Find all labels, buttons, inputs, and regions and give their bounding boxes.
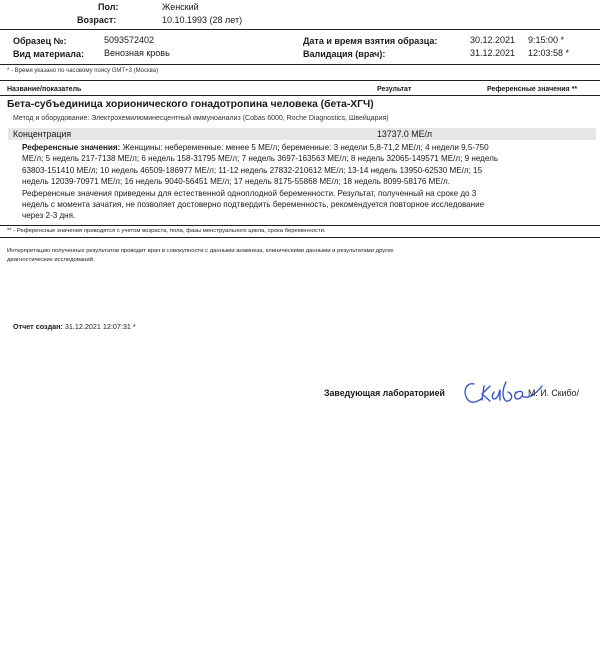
material-value: Венозная кровь — [104, 48, 170, 58]
age-value: 10.10.1993 (28 лет) — [162, 15, 243, 25]
reference-line-2: МЕ/л; 5 недель 217-7138 МЕ/л; 6 недель 158-31795 МЕ/л; 7 недель 3697-163563 МЕ/л; 8 недель 32065-149571 МЕ/л; 9 недель — [22, 154, 499, 164]
reference-line-5: Референсные значения приведены для естественной одноплодной беременности. Результат, полученный на сроке до 3 — [22, 188, 477, 198]
result-row-band — [8, 128, 596, 140]
header-divider — [0, 95, 600, 96]
report-created-label: Отчет создан: — [13, 322, 63, 331]
validation-date: 31.12.2021 — [470, 48, 516, 58]
sample-id-label: Образец №: — [13, 36, 67, 46]
result-value: 13737.0 МЕ/л — [377, 129, 433, 139]
footnote-divider — [0, 237, 600, 238]
sample-divider — [0, 64, 600, 65]
test-method: Метод и оборудование: Электрохемилюминесцентный иммуноанализ (Cobas 6000, Roche Diagnostics, Швейцария) — [13, 115, 389, 122]
age-label: Возраст: — [77, 15, 117, 25]
sex-label: Пол: — [98, 2, 119, 12]
sample-taken-label: Дата и время взятия образца: — [303, 36, 438, 46]
reference-line-4: недель 12039-70971 МЕ/л; 16 недель 9040-56451 МЕ/л; 17 недель 8175-55868 МЕ/л; 18 недель 8099-58176 МЕ/л. — [22, 177, 451, 187]
sex-value: Женский — [162, 2, 199, 12]
notes-divider — [0, 80, 600, 81]
col-header-result: Результат — [377, 86, 412, 93]
validation-label: Валидация (врач): — [303, 49, 386, 59]
reference-values — [22, 142, 574, 222]
material-label: Вид материала: — [13, 49, 84, 59]
validation-time: 12:03:58 * — [528, 48, 570, 58]
col-header-name: Название/показатель — [7, 86, 82, 93]
test-title: Бета-субъединица хорионического гонадотропина человека (бета-ХГЧ) — [7, 99, 374, 110]
interpretation-note-line-2: диагностических исследований. — [7, 257, 95, 263]
reference-line-1: Референсные значения: Женщины: небеременные: менее 5 МЕ/л; беременные: 3 недели 5,8-71,2 МЕ/л; 4 недели 9,5-750 — [22, 143, 489, 152]
result-parameter: Концентрация — [13, 129, 72, 139]
reference-line-7: через 2-3 дня. — [22, 211, 76, 221]
sample-id-value: 5093572402 — [104, 35, 155, 45]
reference-label: Референсные значения: — [22, 143, 121, 152]
report-created-value: 31.12.2021 12:07:31 * — [64, 322, 136, 331]
signature-role: Заведующая лабораторией — [324, 388, 445, 398]
timezone-note: * - Время указано по часовому поясу GMT+3 (Москва) — [7, 68, 159, 74]
reference-line-3: 63803-151410 МЕ/л; 10 недель 46509-186977 МЕ/л; 11-12 недель 27832-210612 МЕ/л; 13-14 недель 13950-62530 МЕ/л; 15 — [22, 165, 483, 175]
reference-divider — [0, 225, 600, 226]
sample-taken-date: 30.12.2021 — [470, 35, 516, 45]
interpretation-note-line-1: Интерпретацию полученных результатов проводит врач в совокупности с данными анамнеза, клиническими данными и результатами других — [7, 248, 394, 254]
reference-footnote: ** - Референсные значения приводятся с учетом возраста, пола, фазы менструального цикла, срока беременности. — [7, 228, 326, 234]
signature-name: М. И. Скибо/ — [528, 388, 579, 398]
report-created — [13, 322, 136, 331]
top-divider — [0, 29, 600, 30]
reference-line-6: недель с момента зачатия, не позволяет достоверно подтвердить беременность, рекомендуется повторное исследование — [22, 200, 485, 210]
col-header-reference: Референсные значения ** — [487, 86, 578, 93]
sample-taken-time: 9:15:00 * — [528, 35, 565, 45]
